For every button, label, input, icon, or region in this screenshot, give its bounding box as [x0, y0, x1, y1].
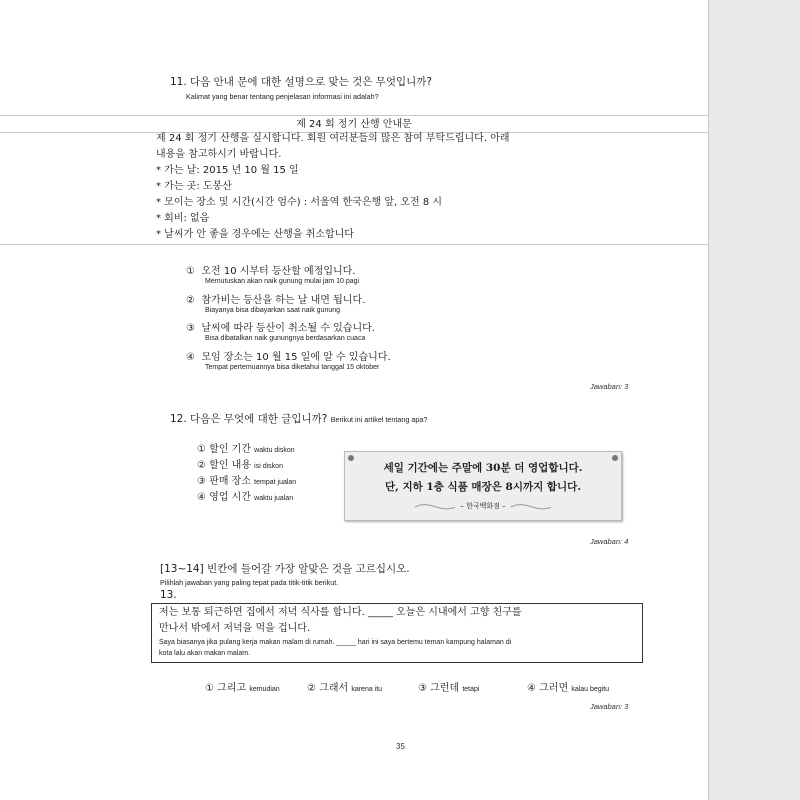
q13-option-4[interactable]: ④ 그러면 kalau begitu — [527, 683, 610, 694]
sign-footer: – 한국백화점 – — [460, 502, 506, 510]
q11-notice-bottom-rule — [0, 244, 708, 245]
q11-notice-title: 제 24 회 정기 산행 안내문 — [296, 119, 412, 130]
q12-question: 12. 다음은 무엇에 대한 글입니까? Berikut ini artikel tentang apa? — [170, 413, 428, 425]
q11-notice-line: * 모이는 장소 및 시간(시간 엄수) : 서울역 한국은행 앞, 오전 8 시 — [156, 197, 443, 208]
q13-passage-korean-2: 만나서 밖에서 저녁을 먹을 겁니다. — [159, 623, 311, 634]
q11-option-4-translation: Tempat pertemuannya bisa diketahui tanggal 15 oktober — [205, 364, 380, 371]
q11-notice-line: 제 24 회 정기 산행을 실시합니다. 회원 여러분들의 많은 참여 부탁드립니다. 아래 — [156, 133, 510, 144]
q13-number: 13. — [160, 589, 177, 601]
q11-option-3-translation: Bisa dibatalkan naik gunungnya berdasarkan cuaca — [205, 335, 366, 342]
q11-option-2-translation: Biayanya bisa dibayarkan saat naik gunung — [205, 307, 341, 314]
q11-option-2[interactable]: ② 참가비는 등산을 하는 날 내면 됩니다. — [186, 295, 366, 306]
q13-passage-korean-1: 저는 보통 퇴근하면 집에서 저녁 식사를 합니다. _____ 오늘은 시내에서 고향 친구를 — [159, 607, 522, 618]
q13-option-3[interactable]: ③ 그런데 tetapi — [418, 683, 480, 694]
q11-translation: Kalimat yang benar tentang penjelasan informasi ini adalah? — [186, 92, 379, 101]
q13-passage-translation-1: Saya biasanya jika pulang kerja makan malam di rumah. _____ hari ini saya bertemu teman kampung halaman di — [159, 639, 512, 646]
q12-notice-sign — [344, 451, 622, 521]
q11-notice-line: * 회비: 없음 — [156, 213, 210, 224]
q12-answer: Jawaban: 4 — [590, 537, 629, 546]
q12-option-3[interactable]: ③ 판매 장소 tempat jualan — [197, 476, 297, 487]
q12-option-4[interactable]: ④ 영업 시간 waktu jualan — [197, 492, 294, 503]
q13-answer: Jawaban: 3 — [590, 702, 629, 711]
sign-line-2: 단, 지하 1층 식품 매장은 8시까지 합니다. — [384, 481, 581, 493]
q11-notice-line: * 가는 곳: 도봉산 — [156, 181, 232, 192]
page-number: 35 — [396, 742, 405, 751]
section-13-14-title: [13~14] 빈칸에 들어갈 가장 알맞은 것을 고르십시오. — [160, 563, 410, 575]
q12-option-2[interactable]: ② 할인 내용 isi diskon — [197, 460, 283, 471]
q11-notice-line: * 날씨가 안 좋을 경우에는 산행을 취소합니다 — [156, 229, 354, 240]
q11-option-1[interactable]: ① 오전 10 시부터 등산할 예정입니다. — [186, 266, 356, 277]
q11-notice-line: 내용을 참고하시기 바랍니다. — [156, 149, 282, 160]
q13-option-2[interactable]: ② 그래서 karena itu — [307, 683, 383, 694]
q11-option-4[interactable]: ④ 모임 장소는 10 월 15 일에 알 수 있습니다. — [186, 352, 391, 363]
q11-notice-line: * 가는 날: 2015 년 10 월 15 일 — [156, 165, 299, 176]
q11-notice-top-rule — [0, 115, 708, 116]
q13-passage-box — [151, 603, 643, 663]
q11-question: 11. 다음 안내 문에 대한 설명으로 맞는 것은 무엇입니까? — [170, 76, 432, 88]
q12-option-1[interactable]: ① 할인 기간 waktu diskon — [197, 444, 295, 455]
sign-line-1: 세일 기간에는 주말에 30분 더 영업합니다. — [383, 462, 583, 474]
section-13-14-translation: Pilihlah jawaban yang paling tepat pada titik-titik berikut. — [160, 578, 339, 587]
q13-passage-translation-2: kota lalu akan makan malam. — [159, 650, 251, 657]
q13-option-1[interactable]: ① 그리고 kemudian — [205, 683, 280, 694]
q11-option-3[interactable]: ③ 날씨에 따라 등산이 취소될 수 있습니다. — [186, 323, 375, 334]
q11-option-1-translation: Memutuskan akan naik gunung mulai jam 10 pagi — [205, 278, 360, 285]
q11-answer: Jawaban: 3 — [590, 382, 629, 391]
